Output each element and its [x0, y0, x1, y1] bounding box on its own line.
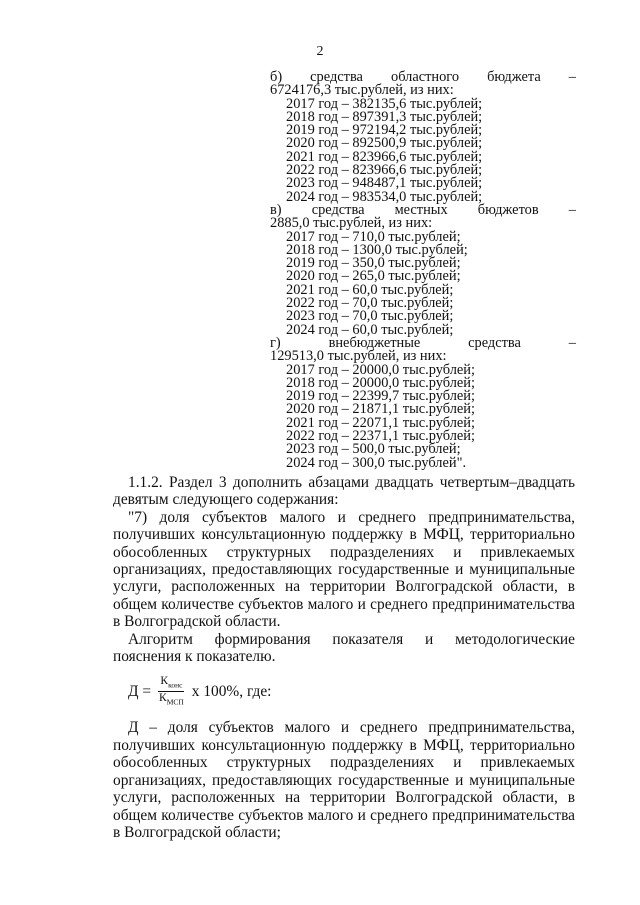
- regional-year-line: 2018 год – 897391,3 тыс.рублей;: [286, 108, 483, 125]
- local-year-line: 2021 год – 60,0 тыс.рублей;: [286, 281, 454, 298]
- formula-lhs: Д =: [128, 682, 152, 700]
- local-year-line: 2022 год – 70,0 тыс.рублей;: [286, 295, 454, 312]
- extrabudget-year-line: 2021 год – 22071,1 тыс.рублей;: [286, 414, 475, 431]
- definition-paragraph: Д – доля субъектов малого и среднего предпринимательства, получивших консультационную поддержку в МФЦ, территориально обособленных структурных подразделениях и привлекаемых организациях, предоставляющих государственные и муниципальные услуги, расположенных на территории Волгоградской области, в общем количестве субъектов малого и среднего предпринимательства в Волгоградской области;: [113, 719, 575, 841]
- regional-year-line: 2019 год – 972194,2 тыс.рублей;: [286, 122, 483, 139]
- local-year-line: 2023 год – 70,0 тыс.рублей;: [286, 308, 454, 325]
- heading-word: г): [270, 334, 281, 351]
- numerator-base: К: [160, 674, 169, 687]
- extrabudget-year-line: 2023 год – 500,0 тыс.рублей;: [286, 441, 461, 458]
- formula-denominator: [157, 692, 186, 708]
- heading-word: внебюджетные: [328, 334, 421, 351]
- extrabudget-year-line: 2018 год – 20000,0 тыс.рублей;: [286, 374, 475, 391]
- regional-year-line: 2020 год – 892500,9 тыс.рублей;: [286, 135, 483, 152]
- local-budget-block: [270, 201, 576, 338]
- heading-word: в): [270, 201, 282, 218]
- heading-word: бюджета: [487, 69, 541, 85]
- section-amendment-paragraph: 1.1.2. Раздел 3 дополнить абзацами двадцать четвертым–двадцать девятым следующего содержания:: [113, 474, 575, 509]
- local-year-line: 2018 год – 1300,0 тыс.рублей;: [286, 241, 468, 258]
- heading-word: б): [270, 69, 283, 85]
- page-number: 2: [316, 44, 324, 59]
- extrabudget-year-line: 2020 год – 21871,1 тыс.рублей;: [286, 401, 475, 418]
- heading-word: средства: [311, 201, 365, 218]
- extrabudget-total: 129513,0 тыс.рублей, из них:: [270, 348, 447, 365]
- extrabudget-year-line: 2022 год – 22371,1 тыс.рублей;: [286, 428, 475, 445]
- indicator-7-paragraph: "7) доля субъектов малого и среднего предпринимательства, получивших консультационную поддержку в МФЦ, территориально обособленных структурных подразделениях и привлекаемых организациях, предоставляющих государственные и муниципальные услуги, расположенных на территории Волгоградской области, в общем количестве субъектов малого и среднего предпринимательства в Волгоградской области.: [113, 508, 575, 631]
- regional-year-line: 2024 год – 983534,0 тыс.рублей;: [286, 188, 483, 205]
- heading-word: –: [568, 69, 576, 85]
- regional-year-line: 2021 год – 823966,6 тыс.рублей;: [286, 148, 483, 165]
- local-budget-total: 2885,0 тыс.рублей, из них:: [270, 215, 433, 232]
- extrabudget-block: [270, 334, 576, 471]
- regional-budget-total: 6724176,3 тыс.рублей, из них:: [270, 82, 454, 99]
- extrabudget-year-line: 2024 год – 300,0 тыс.рублей".: [286, 454, 467, 471]
- heading-word: областного: [391, 69, 460, 85]
- regional-year-line: 2023 год – 948487,1 тыс.рублей;: [286, 175, 483, 192]
- local-year-line: 2017 год – 710,0 тыс.рублей;: [286, 228, 461, 245]
- formula-numerator: [158, 675, 184, 692]
- algorithm-paragraph: Алгоритм формирования показателя и методологические пояснения к показателю.: [113, 630, 575, 666]
- extrabudget-year-line: 2019 год – 22399,7 тыс.рублей;: [286, 388, 475, 405]
- formula-fraction: [157, 675, 186, 709]
- local-year-line: 2019 год – 350,0 тыс.рублей;: [286, 255, 461, 272]
- formula: [128, 673, 575, 709]
- heading-word: местных: [394, 201, 448, 218]
- heading-word: средства: [468, 334, 521, 351]
- denominator-base: К: [159, 691, 167, 704]
- numerator-subscript: конс: [168, 679, 183, 689]
- local-year-line: 2024 год – 60,0 тыс.рублей;: [286, 321, 454, 338]
- heading-word: средства: [310, 69, 363, 85]
- main-text: [113, 474, 575, 841]
- denominator-subscript: МСП: [166, 697, 184, 707]
- local-year-line: 2020 год – 265,0 тыс.рублей;: [286, 268, 461, 285]
- regional-year-line: 2022 год – 823966,6 тыс.рублей;: [286, 162, 483, 179]
- formula-rhs: x 100%, где:: [191, 682, 272, 700]
- heading-word: –: [568, 334, 576, 351]
- heading-word: бюджетов: [477, 201, 539, 218]
- heading-word: –: [568, 201, 576, 218]
- regional-budget-block: [270, 71, 576, 204]
- funding-sources-list: [270, 71, 576, 470]
- regional-year-line: 2017 год – 382135,6 тыс.рублей;: [286, 95, 483, 112]
- extrabudget-year-line: 2017 год – 20000,0 тыс.рублей;: [286, 361, 475, 378]
